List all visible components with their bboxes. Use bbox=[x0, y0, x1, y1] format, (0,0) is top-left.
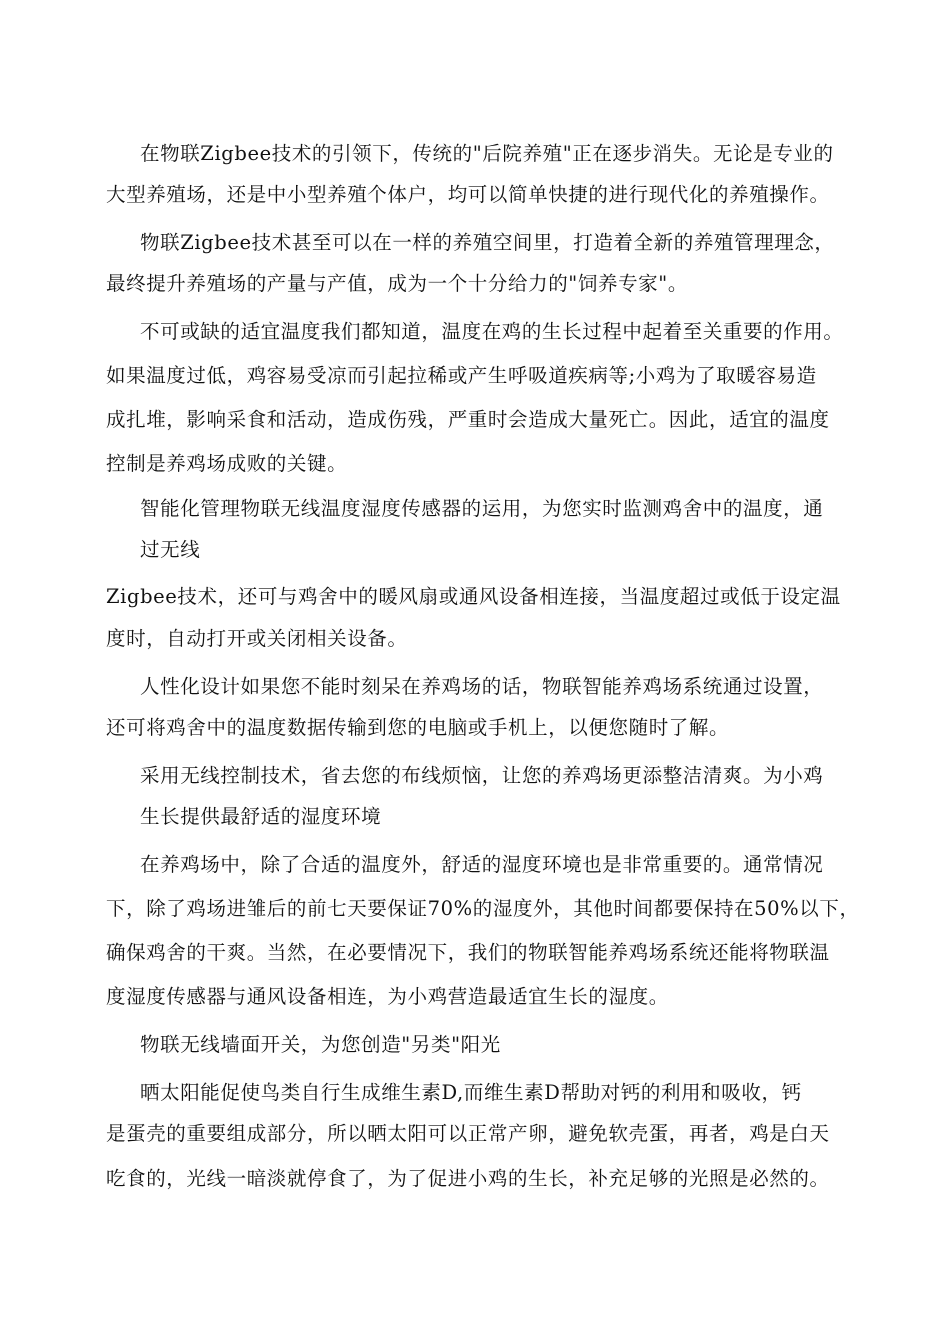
text-line: 控制是养鸡场成败的关键。 bbox=[106, 452, 348, 475]
text-line: 物联Zigbee技术甚至可以在一样的养殖空间里，打造着全新的养殖管理理念， bbox=[140, 231, 835, 254]
text-line: 不可或缺的适宜温度我们都知道，温度在鸡的生长过程中起着至关重要的作用。 bbox=[140, 320, 844, 343]
text-line: 物联无线墙面开关，为您创造"另类"阳光 bbox=[140, 1033, 501, 1056]
text-line: 在养鸡场中，除了合适的温度外，舒适的湿度环境也是非常重要的。通常情况 bbox=[140, 853, 824, 876]
text-line: 如果温度过低，鸡容易受凉而引起拉稀或产生呼吸道疾病等;小鸡为了取暖容易造 bbox=[106, 364, 817, 387]
text-line: 还可将鸡舍中的温度数据传输到您的电脑或手机上，以便您随时了解。 bbox=[106, 716, 730, 739]
text-line: Zigbee技术，还可与鸡舍中的暖风扇或通风设备相连接，当温度超过或低于设定温 bbox=[106, 585, 841, 608]
text-line: 下，除了鸡场进雏后的前七天要保证70%的湿度外，其他时间都要保持在50%以下， bbox=[106, 897, 860, 920]
text-line: 成扎堆，影响采食和活动，造成伤残，严重时会造成大量死亡。因此，适宜的温度 bbox=[106, 408, 830, 431]
text-line: 是蛋壳的重要组成部分，所以晒太阳可以正常产卵，避免软壳蛋，再者，鸡是白天 bbox=[106, 1122, 830, 1145]
text-line: 智能化管理物联无线温度湿度传感器的运用，为您实时监测鸡舍中的温度，通 bbox=[140, 497, 824, 520]
text-line: 过无线 bbox=[140, 538, 201, 561]
text-line: 吃食的，光线一暗淡就停食了，为了促进小鸡的生长，补充足够的光照是必然的。 bbox=[106, 1167, 830, 1190]
text-line: 生长提供最舒适的湿度环境 bbox=[140, 805, 382, 828]
text-line: 大型养殖场，还是中小型养殖个体户，均可以简单快捷的进行现代化的养殖操作。 bbox=[106, 183, 830, 206]
text-line: 采用无线控制技术，省去您的布线烦恼，让您的养鸡场更添整洁清爽。为小鸡 bbox=[140, 764, 824, 787]
text-line: 在物联Zigbee技术的引领下，传统的"后院养殖"正在逐步消失。无论是专业的 bbox=[140, 142, 834, 165]
text-line: 最终提升养殖场的产量与产值，成为一个十分给力的"饲养专家"。 bbox=[106, 272, 688, 295]
text-line: 人性化设计如果您不能时刻呆在养鸡场的话，物联智能养鸡场系统通过设置， bbox=[140, 675, 824, 698]
text-line: 晒太阳能促使鸟类自行生成维生素D,而维生素D帮助对钙的利用和吸收，钙 bbox=[140, 1081, 802, 1104]
text-line: 度时，自动打开或关闭相关设备。 bbox=[106, 627, 408, 650]
text-line: 确保鸡舍的干爽。当然，在必要情况下，我们的物联智能养鸡场系统还能将物联温 bbox=[106, 941, 830, 964]
text-line: 度湿度传感器与通风设备相连，为小鸡营造最适宜生长的湿度。 bbox=[106, 985, 669, 1008]
